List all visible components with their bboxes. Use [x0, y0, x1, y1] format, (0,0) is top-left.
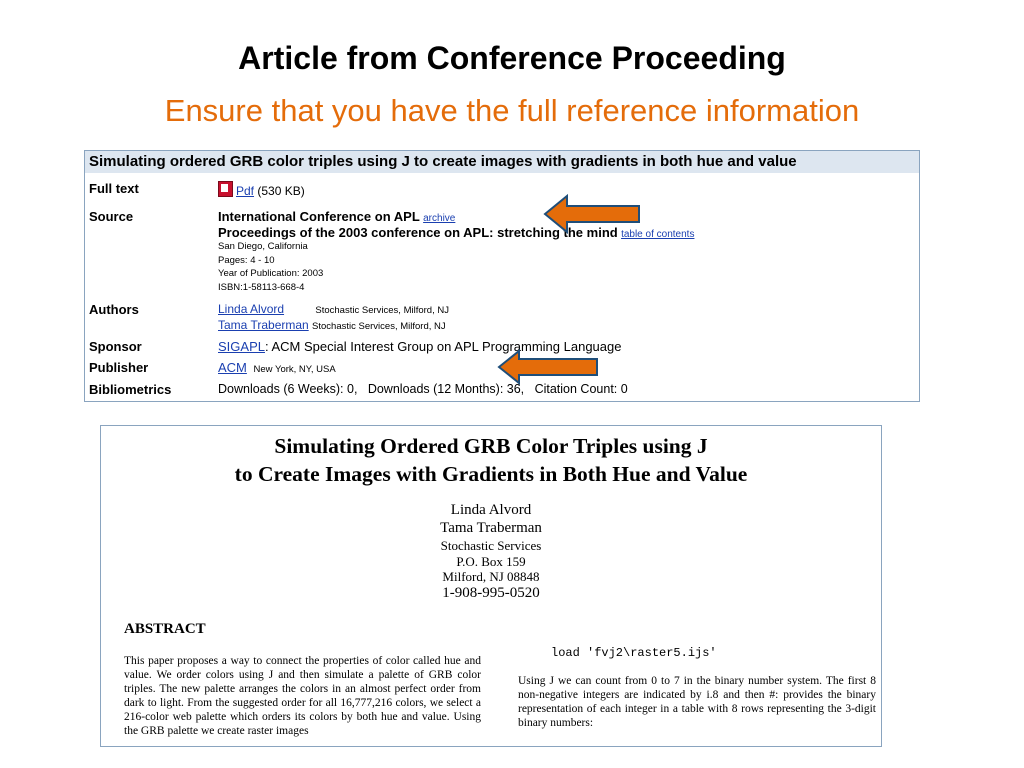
author-affiliation-2: Stochastic Services, Milford, NJ	[312, 321, 446, 332]
publisher-link[interactable]: ACM	[218, 360, 247, 375]
source-pages: Pages: 4 - 10	[218, 255, 275, 266]
source-label: Source	[89, 209, 134, 224]
paper-title-line-1: Simulating Ordered GRB Color Triples using J	[274, 434, 708, 458]
author-row-2	[218, 318, 446, 332]
source-year: Year of Publication: 2003	[218, 268, 324, 279]
publisher-label: Publisher	[89, 360, 149, 375]
arrow-icon	[543, 193, 643, 235]
slide-title: Article from Conference Proceeding	[238, 40, 786, 76]
record-heading: Simulating ordered GRB color triples using J to create images with gradients in both hue and value	[85, 151, 919, 173]
paper-excerpt	[100, 425, 882, 747]
fulltext-value	[218, 181, 305, 198]
publisher-value: ACM New York, NY, USA	[218, 360, 336, 375]
paper-author-1: Linda Alvord	[450, 502, 532, 518]
bibliometrics-label: Bibliometrics	[89, 382, 172, 397]
right-column-text: Using J we can count from 0 to 7 in the binary number system. The first 8 non-negative integers are indicated by i.8 and then #: provides the binary representation of each integer in a table with 8 rows representing the 3-digit binary numbers:	[518, 675, 876, 729]
paper-organization: Stochastic Services	[440, 538, 542, 553]
author-affiliation-1: Stochastic Services, Milford, NJ	[315, 305, 449, 316]
slide-subtitle: Ensure that you have the full reference information	[164, 93, 860, 128]
source-place: San Diego, California	[218, 241, 308, 252]
author-link-2[interactable]: Tama Traberman	[218, 318, 309, 332]
toc-link[interactable]: table of contents	[621, 229, 695, 240]
pdf-icon[interactable]	[218, 181, 233, 197]
abstract-text: This paper proposes a way to connect the properties of color called hue and value. We order colors using J and then simulate a palette of GRB color triples. The new palette arranges the colors in an almost perfect order from dark to light. From the suggested order for all 16,777,216 colors, we select a 216-color web palette which orders its colors by both hue and value. Using the GRB palette we create raster images	[124, 655, 481, 737]
author-row-1	[218, 302, 449, 316]
arrow-icon	[497, 348, 601, 386]
arrow-source-shape	[545, 196, 639, 232]
paper-title-line-2: to Create Images with Gradients in Both Hue and Value	[234, 462, 748, 486]
paper-phone: 1-908-995-0520	[442, 585, 540, 601]
sponsor-label: Sponsor	[89, 339, 142, 354]
pdf-size: (530 KB)	[257, 184, 305, 198]
paper-author-2: Tama Traberman	[440, 520, 542, 536]
pdf-link[interactable]: Pdf	[236, 184, 255, 198]
author-link-1[interactable]: Linda Alvord	[218, 302, 285, 316]
sponsor-value: SIGAPL: ACM Special Interest Group on APL Programming Language	[218, 339, 622, 354]
arrow-publisher-shape	[499, 351, 597, 383]
archive-link[interactable]: archive	[423, 213, 456, 224]
code-line: load 'fvj2\raster5.ijs'	[551, 646, 717, 660]
bibliometrics-value: Downloads (6 Weeks): 0, Downloads (12 Months): 36, Citation Count: 0	[218, 382, 628, 396]
abstract-heading: ABSTRACT	[124, 621, 206, 637]
source-isbn: ISBN:1-58113-668-4	[218, 282, 305, 293]
source-proceedings: Proceedings of the 2003 conference on APL: stretching the mind table of contents	[218, 225, 695, 240]
fulltext-label: Full text	[89, 181, 139, 196]
paper-city: Milford, NJ 08848	[442, 569, 540, 584]
sponsor-link[interactable]: SIGAPL	[218, 339, 265, 354]
paper-po-box: P.O. Box 159	[456, 554, 526, 569]
authors-label: Authors	[89, 302, 139, 317]
source-conference: International Conference on APL archive	[218, 209, 456, 224]
